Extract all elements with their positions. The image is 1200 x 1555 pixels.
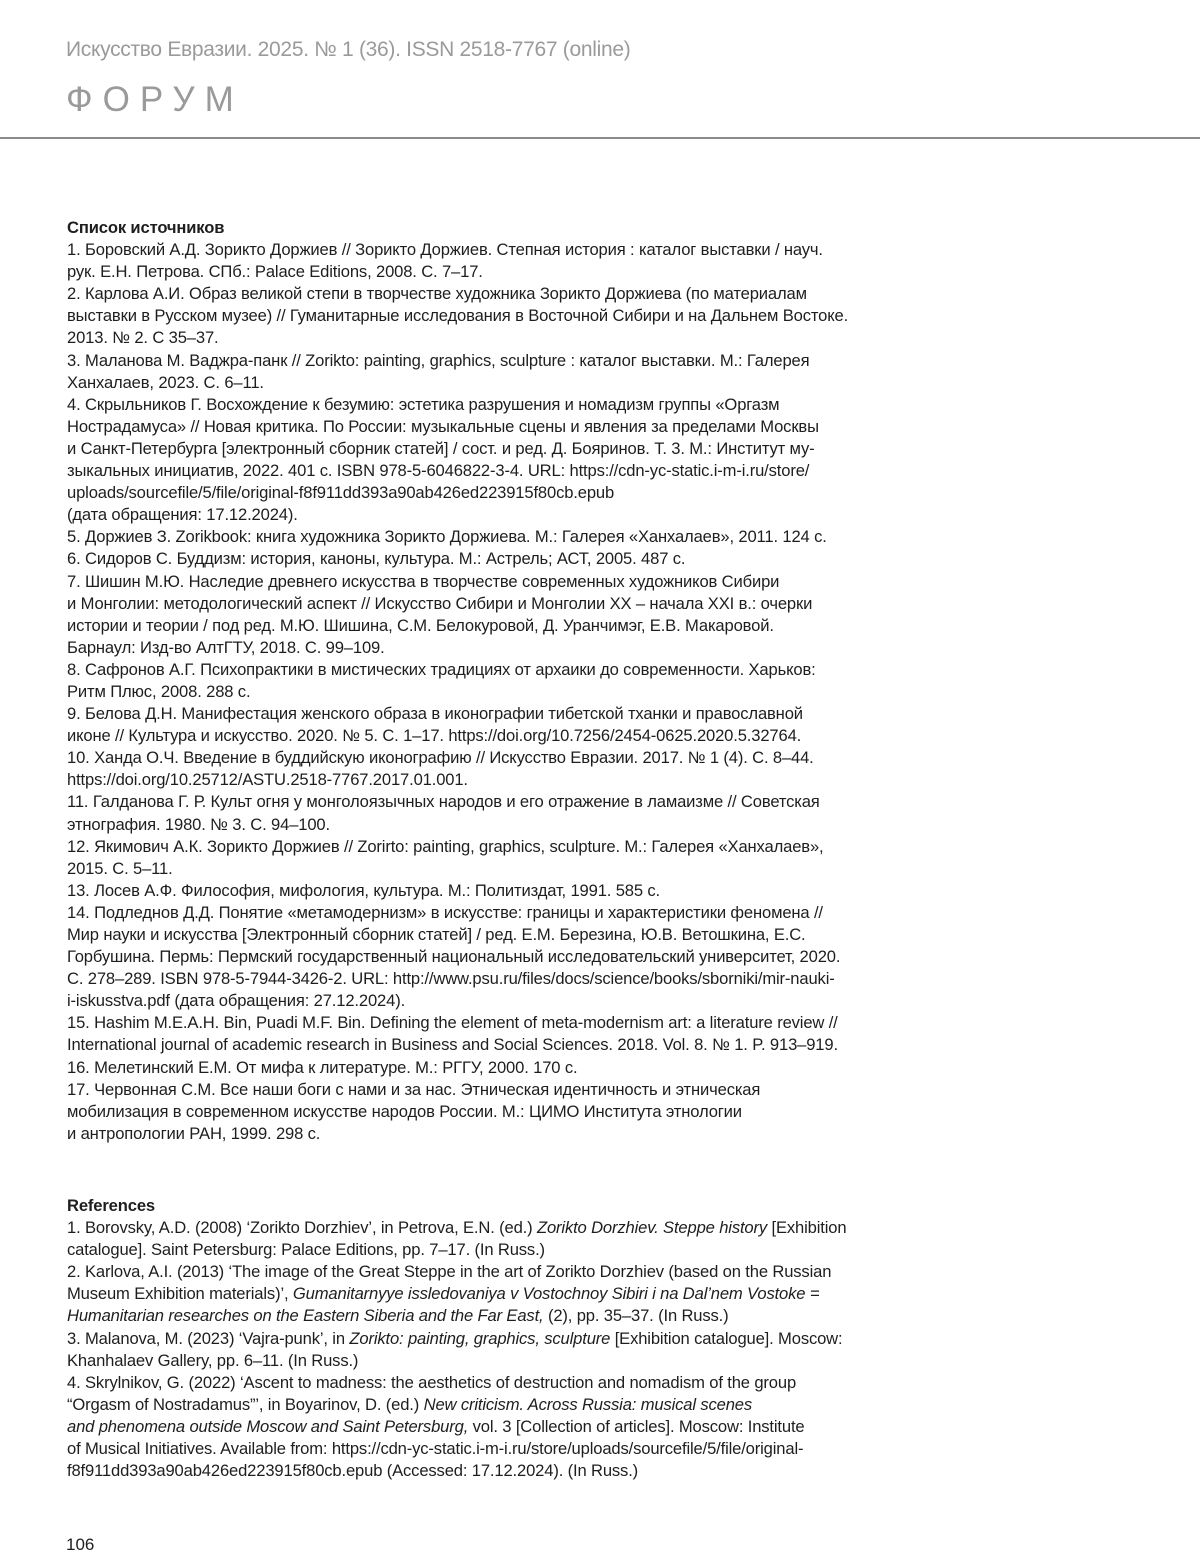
reference-line: 2015. С. 5–11.: [67, 858, 173, 878]
reference-text: 1. Borovsky, A.D. (2008) ‘Zorikto Dorzhiev’, in Petrova, E.N. (ed.): [67, 1218, 537, 1238]
reference-line: [67, 1283, 967, 1305]
reference-entry: [67, 902, 967, 1012]
reference-line: зыкальных инициатив, 2022. 401 с. ISBN 978-5-6046822-3-4. URL: https://cdn-yc-static.i-m-i.ru/store/: [67, 461, 810, 481]
reference-entry: [67, 659, 967, 703]
reference-entry: [67, 1372, 967, 1482]
reference-line: [67, 1239, 967, 1261]
reference-line: 6. Сидоров С. Буддизм: история, каноны, культура. М.: Астрель; АСТ, 2005. 487 с.: [67, 549, 686, 569]
reference-entry: [67, 1328, 967, 1372]
section-title: ФОРУМ: [66, 80, 244, 119]
reference-entry: [67, 350, 967, 394]
reference-line: uploads/sourcefile/5/file/original-f8f911dd393a90ab426ed223915f80cb.epub: [67, 483, 615, 503]
reference-entry: [67, 1079, 967, 1145]
reference-line: истории и теории / под ред. М.Ю. Шишина, С.М. Белокуровой, Д. Уранчимэг, Е.В. Макаровой.: [67, 615, 774, 635]
reference-text: 3. Malanova, M. (2023) ‘Vajra-punk’, in: [67, 1328, 350, 1348]
reference-italic-title: Gumanitarnyye issledovaniya v Vostochnoy Sibiri i na Dal’nem Vostoke =: [292, 1284, 820, 1304]
reference-line: https://doi.org/10.25712/ASTU.2518-7767.2017.01.001.: [67, 770, 468, 790]
reference-line: и Санкт-Петербурга [электронный сборник статей] / сост. и ред. Д. Бояринов. Т. 3. М.: Институт му-: [67, 438, 815, 458]
reference-italic-title: Zorikto Dorzhiev. Steppe history: [536, 1218, 768, 1238]
reference-text: f8f911dd393a90ab426ed223915f80cb.epub (Accessed: 17.12.2024). (In Russ.): [67, 1461, 639, 1481]
reference-entry: [67, 1217, 967, 1261]
reference-line: 12. Якимович А.К. Зорикто Доржиев // Zorirto: painting, graphics, sculpture. М.: Галерея «Ханхалаев»,: [67, 836, 824, 856]
reference-line: 8. Сафронов А.Г. Психопрактики в мистических традициях от архаики до современности. Харьков:: [67, 659, 816, 679]
reference-entry: [67, 1012, 967, 1056]
reference-line: 3. Маланова М. Ваджра-панк // Zorikto: painting, graphics, sculpture : каталог выставки. М.: Галерея: [67, 350, 810, 370]
reference-entry: [67, 239, 967, 283]
journal-title: Искусство Евразии. 2025. № 1 (36). ISSN 2518-7767 (online): [66, 38, 631, 61]
reference-text: [Exhibition catalogue]. Moscow:: [610, 1328, 843, 1348]
reference-line: [67, 1328, 967, 1350]
reference-line: [67, 1460, 967, 1482]
reference-text: 2. Karlova, A.I. (2013) ‘The image of the Great Steppe in the art of Zorikto Dorzhiev (based on the Russian: [67, 1262, 832, 1282]
reference-line: 15. Hashim M.E.A.H. Bin, Puadi M.F. Bin. Defining the element of meta-modernism art: a literature review //: [67, 1013, 838, 1033]
reference-text: Khanhalaev Gallery, pp. 6–11. (In Russ.): [67, 1350, 359, 1370]
reference-italic-title: Humanitarian researches on the Eastern Siberia and the Far East,: [67, 1306, 544, 1326]
reference-line: 4. Скрыльников Г. Восхождение к безумию: эстетика разрушения и номадизм группы «Оргазм: [67, 394, 780, 414]
sources-list-ru: [67, 217, 967, 1145]
reference-entry: [67, 747, 967, 791]
reference-entry: [67, 703, 967, 747]
reference-text: 4. Skrylnikov, G. (2022) ‘Ascent to madness: the aesthetics of destruction and nomadism of the group: [67, 1372, 797, 1392]
reference-entry: [67, 1057, 967, 1079]
reference-line: 11. Галданова Г. Р. Культ огня у монголоязычных народов и его отражение в ламаизме // Советская: [67, 792, 820, 812]
references-entries: [67, 1217, 967, 1482]
reference-line: 17. Червонная С.М. Все наши боги с нами и за нас. Этническая идентичность и этническая: [67, 1079, 761, 1099]
page-number: 106: [66, 1535, 95, 1554]
reference-line: 13. Лосев А.Ф. Философия, мифология, культура. М.: Политиздат, 1991. 585 с.: [67, 880, 661, 900]
reference-line: [67, 1261, 967, 1283]
reference-line: Горбушина. Пермь: Пермский государственный национальный исследовательский университет, 2020.: [67, 947, 841, 967]
reference-line: Барнаул: Изд-во АлтГТУ, 2018. С. 99–109.: [67, 637, 385, 657]
reference-line: [67, 1305, 967, 1327]
reference-line: International journal of academic research in Business and Social Sciences. 2018. Vol. 8. № 1. P. 913–919.: [67, 1035, 838, 1055]
reference-entry: [67, 526, 967, 548]
references-list-en: [67, 1195, 967, 1482]
reference-entry: [67, 394, 967, 527]
reference-entry: [67, 571, 967, 659]
reference-line: [67, 1438, 967, 1460]
reference-line: и Монголии: методологический аспект // Искусство Сибири и Монголии XX – начала XXI в.: очерки: [67, 593, 813, 613]
reference-line: 14. Подледнов Д.Д. Понятие «метамодернизм» в искусстве: границы и характеристики феномена //: [67, 902, 823, 922]
reference-line: i-iskusstva.pdf (дата обращения: 27.12.2024).: [67, 991, 406, 1011]
reference-line: [67, 1372, 967, 1394]
reference-text: Museum Exhibition materials)’,: [67, 1284, 293, 1304]
reference-entry: [67, 791, 967, 835]
reference-line: выставки в Русском музее) // Гуманитарные исследования в Восточной Сибири и на Дальнем Востоке.: [67, 306, 849, 326]
reference-line: и антропологии РАН, 1999. 298 с.: [67, 1123, 321, 1143]
header-divider: [0, 137, 1200, 139]
reference-line: 2. Карлова А.И. Образ великой степи в творчестве художника Зорикто Доржиева (по материалам: [67, 284, 807, 304]
reference-line: мобилизация в современном искусстве народов России. М.: ЦИМО Института этнологии: [67, 1101, 742, 1121]
reference-text: vol. 3 [Collection of articles]. Moscow: Institute: [468, 1416, 805, 1436]
reference-entry: [67, 283, 967, 349]
reference-text: “Orgasm of Nostradamus”’, in Boyarinov, D. (ed.): [67, 1394, 424, 1414]
reference-line: Мир науки и искусства [Электронный сборник статей] / ред. Е.М. Березина, Ю.В. Ветошкина, Е.С.: [67, 925, 806, 944]
sources-heading: Список источников: [67, 218, 225, 237]
reference-entry: [67, 880, 967, 902]
reference-text: of Musical Initiatives. Available from: https://cdn-yc-static.i-m-i.ru/store/uploads/sourcefile/5/file/original-: [67, 1439, 804, 1459]
reference-line: 10. Ханда О.Ч. Введение в буддийскую иконографию // Искусство Евразии. 2017. № 1 (4). С. 8–44.: [67, 748, 814, 768]
reference-line: 9. Белова Д.Н. Манифестация женского образа в иконографии тибетской тханки и православной: [67, 704, 803, 724]
reference-italic-title: and phenomena outside Moscow and Saint Petersburg,: [67, 1416, 469, 1436]
sources-entries: [67, 239, 967, 1145]
reference-line: [67, 1394, 967, 1416]
reference-text: (2), pp. 35–37. (In Russ.): [543, 1306, 729, 1326]
reference-line: (дата обращения: 17.12.2024).: [67, 505, 298, 525]
reference-line: С. 278–289. ISBN 978-5-7944-3426-2. URL: http://www.psu.ru/files/docs/science/books/sborniki/mir-nauki-: [67, 969, 835, 989]
reference-line: Нострадамуса» // Новая критика. По России: музыкальные сцены и явления за пределами Москвы: [67, 416, 819, 436]
reference-line: иконе // Культура и искусство. 2020. № 5. С. 1–17. https://doi.org/10.7256/2454-0625.2020.5.32764.: [67, 726, 802, 746]
reference-line: 7. Шишин М.Ю. Наследие древнего искусства в творчестве современных художников Сибири: [67, 571, 780, 591]
reference-entry: [67, 548, 967, 570]
reference-line: [67, 1416, 967, 1438]
reference-line: 16. Мелетинский Е.М. От мифа к литературе. М.: РГГУ, 2000. 170 с.: [67, 1057, 578, 1077]
reference-italic-title: New criticism. Across Russia: musical scenes: [423, 1394, 753, 1414]
reference-line: [67, 1217, 967, 1239]
reference-entry: [67, 1261, 967, 1327]
reference-line: этнография. 1980. № 3. С. 94–100.: [67, 814, 330, 834]
references-heading: References: [67, 1196, 155, 1215]
reference-line: [67, 1350, 967, 1372]
reference-entry: [67, 836, 967, 880]
reference-line: 1. Боровский А.Д. Зорикто Доржиев // Зорикто Доржиев. Степная история : каталог выставки / науч.: [67, 240, 823, 260]
reference-line: 5. Доржиев З. Zorikbook: книга художника Зорикто Доржиева. М.: Галерея «Ханхалаев», 2011. 124 с.: [67, 527, 827, 547]
reference-line: Ритм Плюс, 2008. 288 с.: [67, 681, 251, 701]
reference-italic-title: Zorikto: painting, graphics, sculpture: [349, 1328, 611, 1348]
reference-line: Ханхалаев, 2023. С. 6–11.: [67, 372, 264, 392]
reference-text: catalogue]. Saint Petersburg: Palace Editions, pp. 7–17. (In Russ.): [67, 1240, 545, 1260]
reference-text: [Exhibition: [767, 1218, 847, 1238]
reference-line: рук. Е.Н. Петрова. СПб.: Palace Editions, 2008. С. 7–17.: [67, 262, 483, 282]
reference-line: 2013. № 2. С 35–37.: [67, 328, 219, 348]
